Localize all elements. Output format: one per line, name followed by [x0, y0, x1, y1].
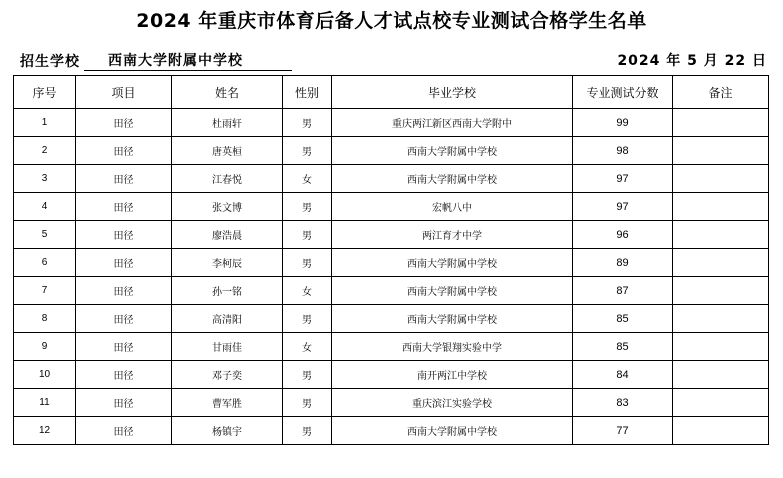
cell-score: 97: [573, 193, 673, 221]
student-table: [13, 75, 769, 445]
header-row: [14, 76, 769, 109]
cell-gender: 女: [283, 165, 332, 193]
cell-event: 田径: [76, 193, 172, 221]
cell-name: 廖浩晨: [172, 221, 283, 249]
cell-score: 96: [573, 221, 673, 249]
cell-name: 邓子奕: [172, 361, 283, 389]
cell-note: [673, 221, 769, 249]
cell-score: 87: [573, 277, 673, 305]
table-row: [14, 165, 769, 193]
cell-gender: 男: [283, 389, 332, 417]
cell-gender: 男: [283, 137, 332, 165]
table-row: [14, 221, 769, 249]
school-line: [20, 50, 292, 71]
cell-score: 85: [573, 305, 673, 333]
table-row: [14, 277, 769, 305]
cell-event: 田径: [76, 249, 172, 277]
header-name: 姓名: [172, 76, 283, 109]
cell-gender: 女: [283, 277, 332, 305]
cell-school: 两江育才中学: [332, 221, 573, 249]
cell-score: 85: [573, 333, 673, 361]
cell-note: [673, 389, 769, 417]
cell-school: 宏帆八中: [332, 193, 573, 221]
table-row: [14, 137, 769, 165]
table-row: [14, 389, 769, 417]
cell-gender: 男: [283, 305, 332, 333]
cell-name: 李柯辰: [172, 249, 283, 277]
cell-school: 西南大学附属中学校: [332, 165, 573, 193]
header-event: 项目: [76, 76, 172, 109]
cell-note: [673, 305, 769, 333]
cell-school: 重庆滨江实验学校: [332, 389, 573, 417]
cell-event: 田径: [76, 305, 172, 333]
cell-school: 西南大学附属中学校: [332, 249, 573, 277]
cell-note: [673, 193, 769, 221]
table-body: [14, 109, 769, 445]
cell-gender: 男: [283, 193, 332, 221]
cell-no: 5: [14, 221, 76, 249]
table-row: [14, 417, 769, 445]
table-row: [14, 305, 769, 333]
table-row: [14, 333, 769, 361]
cell-note: [673, 249, 769, 277]
cell-no: 11: [14, 389, 76, 417]
table-row: [14, 361, 769, 389]
cell-no: 9: [14, 333, 76, 361]
table-row: [14, 249, 769, 277]
cell-event: 田径: [76, 165, 172, 193]
cell-no: 2: [14, 137, 76, 165]
cell-name: 高清阳: [172, 305, 283, 333]
header-school: 毕业学校: [332, 76, 573, 109]
cell-name: 杜雨轩: [172, 109, 283, 137]
cell-gender: 男: [283, 109, 332, 137]
header-gender: 性别: [283, 76, 332, 109]
cell-gender: 男: [283, 361, 332, 389]
cell-event: 田径: [76, 333, 172, 361]
cell-event: 田径: [76, 221, 172, 249]
cell-event: 田径: [76, 277, 172, 305]
cell-event: 田径: [76, 361, 172, 389]
cell-school: 西南大学附属中学校: [332, 137, 573, 165]
header-note: 备注: [673, 76, 769, 109]
cell-note: [673, 137, 769, 165]
cell-gender: 男: [283, 417, 332, 445]
cell-event: 田径: [76, 389, 172, 417]
cell-gender: 女: [283, 333, 332, 361]
cell-no: 4: [14, 193, 76, 221]
cell-note: [673, 165, 769, 193]
cell-score: 98: [573, 137, 673, 165]
cell-score: 84: [573, 361, 673, 389]
school-label: 招生学校: [20, 54, 80, 70]
cell-event: 田径: [76, 109, 172, 137]
document-date: 2024 年 5 月 22 日: [617, 53, 767, 69]
cell-note: [673, 109, 769, 137]
cell-note: [673, 277, 769, 305]
cell-score: 77: [573, 417, 673, 445]
cell-school: 重庆两江新区西南大学附中: [332, 109, 573, 137]
cell-score: 83: [573, 389, 673, 417]
cell-school: 西南大学附属中学校: [332, 277, 573, 305]
cell-score: 97: [573, 165, 673, 193]
cell-school: 西南大学附属中学校: [332, 305, 573, 333]
cell-gender: 男: [283, 221, 332, 249]
cell-name: 甘雨佳: [172, 333, 283, 361]
cell-note: [673, 361, 769, 389]
cell-no: 12: [14, 417, 76, 445]
document-title: 2024 年重庆市体育后备人才试点校专业测试合格学生名单: [136, 10, 647, 32]
cell-school: 南开两江中学校: [332, 361, 573, 389]
cell-name: 张文博: [172, 193, 283, 221]
header-no: 序号: [14, 76, 76, 109]
header-score: 专业测试分数: [573, 76, 673, 109]
cell-no: 10: [14, 361, 76, 389]
cell-note: [673, 417, 769, 445]
cell-score: 99: [573, 109, 673, 137]
cell-name: 孙一铭: [172, 277, 283, 305]
cell-event: 田径: [76, 417, 172, 445]
cell-no: 8: [14, 305, 76, 333]
cell-name: 江春悦: [172, 165, 283, 193]
table-row: [14, 109, 769, 137]
cell-no: 3: [14, 165, 76, 193]
cell-note: [673, 333, 769, 361]
cell-school: 西南大学附属中学校: [332, 417, 573, 445]
cell-no: 7: [14, 277, 76, 305]
cell-name: 杨镇宇: [172, 417, 283, 445]
cell-score: 89: [573, 249, 673, 277]
school-name: 西南大学附属中学校: [84, 50, 292, 71]
cell-name: 曹军胜: [172, 389, 283, 417]
table-row: [14, 193, 769, 221]
cell-school: 西南大学银翔实验中学: [332, 333, 573, 361]
cell-no: 6: [14, 249, 76, 277]
cell-no: 1: [14, 109, 76, 137]
cell-gender: 男: [283, 249, 332, 277]
cell-name: 唐英桓: [172, 137, 283, 165]
cell-event: 田径: [76, 137, 172, 165]
